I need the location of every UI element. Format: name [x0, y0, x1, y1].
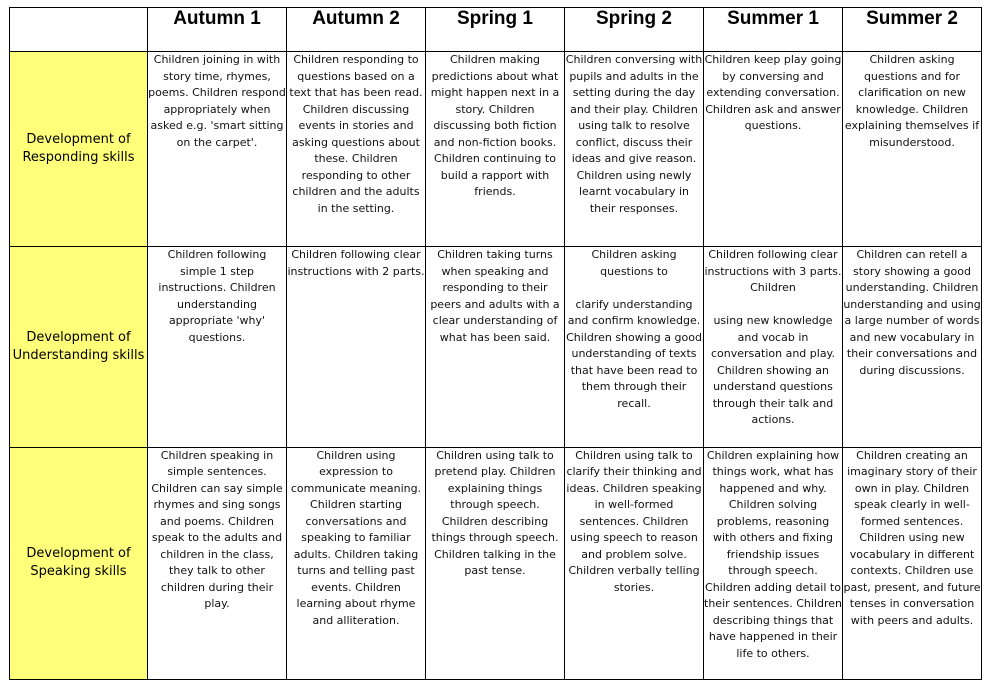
table-cell: Children joining in with story time, rhymes, poems. Children respond appropriately when asked e.g. 'smart sitting on the carpet'.	[148, 52, 287, 247]
row-label-understanding: Development of Understanding skills	[10, 247, 148, 447]
table-cell: Children using talk to pretend play. Children explaining things through speech. Children describing things through speech. Children talking in the past tense.	[426, 447, 565, 679]
curriculum-table	[9, 7, 982, 680]
table-cell: Children speaking in simple sentences. Children can say simple rhymes and sing songs and poems. Children speak to the adults and children in the class, they talk to other children during their play.	[148, 447, 287, 679]
table-cell: Children responding to questions based on a text that has been read. Children discussing events in stories and asking questions about these. Children responding to other children and the adults in the setting.	[287, 52, 426, 247]
table-cell: Children making predictions about what might happen next in a story. Children discussing both fiction and non-fiction books. Children continuing to build a rapport with friends.	[426, 52, 565, 247]
table-cell: Children conversing with pupils and adults in the setting during the day and their play. Children using talk to resolve conflict, discuss their ideas and give reason. Children using newly learnt vocabulary in their responses.	[565, 52, 704, 247]
table-cell: Children asking questions and for clarification on new knowledge. Children explaining themselves if misunderstood.	[843, 52, 982, 247]
column-header-summer-1: Summer 1	[704, 8, 843, 52]
table-cell: Children can retell a story showing a good understanding. Children understanding and using a large number of words and new vocabulary in their conversations and during discussions.	[843, 247, 982, 447]
column-header-autumn-2: Autumn 2	[287, 8, 426, 52]
table-cell: Children taking turns when speaking and responding to their peers and adults with a clear understanding of what has been said.	[426, 247, 565, 447]
row-responding	[10, 52, 982, 247]
table-cell: Children keep play going by conversing and extending conversation. Children ask and answer questions.	[704, 52, 843, 247]
column-header-spring-2: Spring 2	[565, 8, 704, 52]
corner-cell	[10, 8, 148, 52]
table-cell: Children explaining how things work, what has happened and why. Children solving problems, reasoning with others and fixing friendship issues through speech. Children adding detail to their sentences. Children describing things that have happened in their life to others.	[704, 447, 843, 679]
row-label-speaking: Development of Speaking skills	[10, 447, 148, 679]
table-cell: Children following clear instructions with 2 parts.	[287, 247, 426, 447]
row-speaking	[10, 447, 982, 679]
table-cell: Children following clear instructions with 3 parts. Children using new knowledge and vocab in conversation and play. Children showing an understand questions through their talk and actions.	[704, 247, 843, 447]
table-cell: Children asking questions to clarify understanding and confirm knowledge. Children showing a good understanding of texts that have been read to them through their recall.	[565, 247, 704, 447]
row-label-responding: Development of Responding skills	[10, 52, 148, 247]
column-header-summer-2: Summer 2	[843, 8, 982, 52]
table-cell: Children using talk to clarify their thinking and ideas. Children speaking in well-formed sentences. Children using speech to reason and problem solve. Children verbally telling stories.	[565, 447, 704, 679]
column-header-autumn-1: Autumn 1	[148, 8, 287, 52]
column-header-spring-1: Spring 1	[426, 8, 565, 52]
table-cell: Children creating an imaginary story of their own in play. Children speak clearly in well-formed sentences. Children using new vocabulary in different contexts. Children use past, present, and future tenses in conversation with peers and adults.	[843, 447, 982, 679]
header-row	[10, 8, 982, 52]
row-understanding	[10, 247, 982, 447]
table-cell: Children using expression to communicate meaning. Children starting conversations and speaking to familiar adults. Children taking turns and telling past events. Children learning about rhyme and alliteration.	[287, 447, 426, 679]
table-cell: Children following simple 1 step instructions. Children understanding appropriate 'why' questions.	[148, 247, 287, 447]
